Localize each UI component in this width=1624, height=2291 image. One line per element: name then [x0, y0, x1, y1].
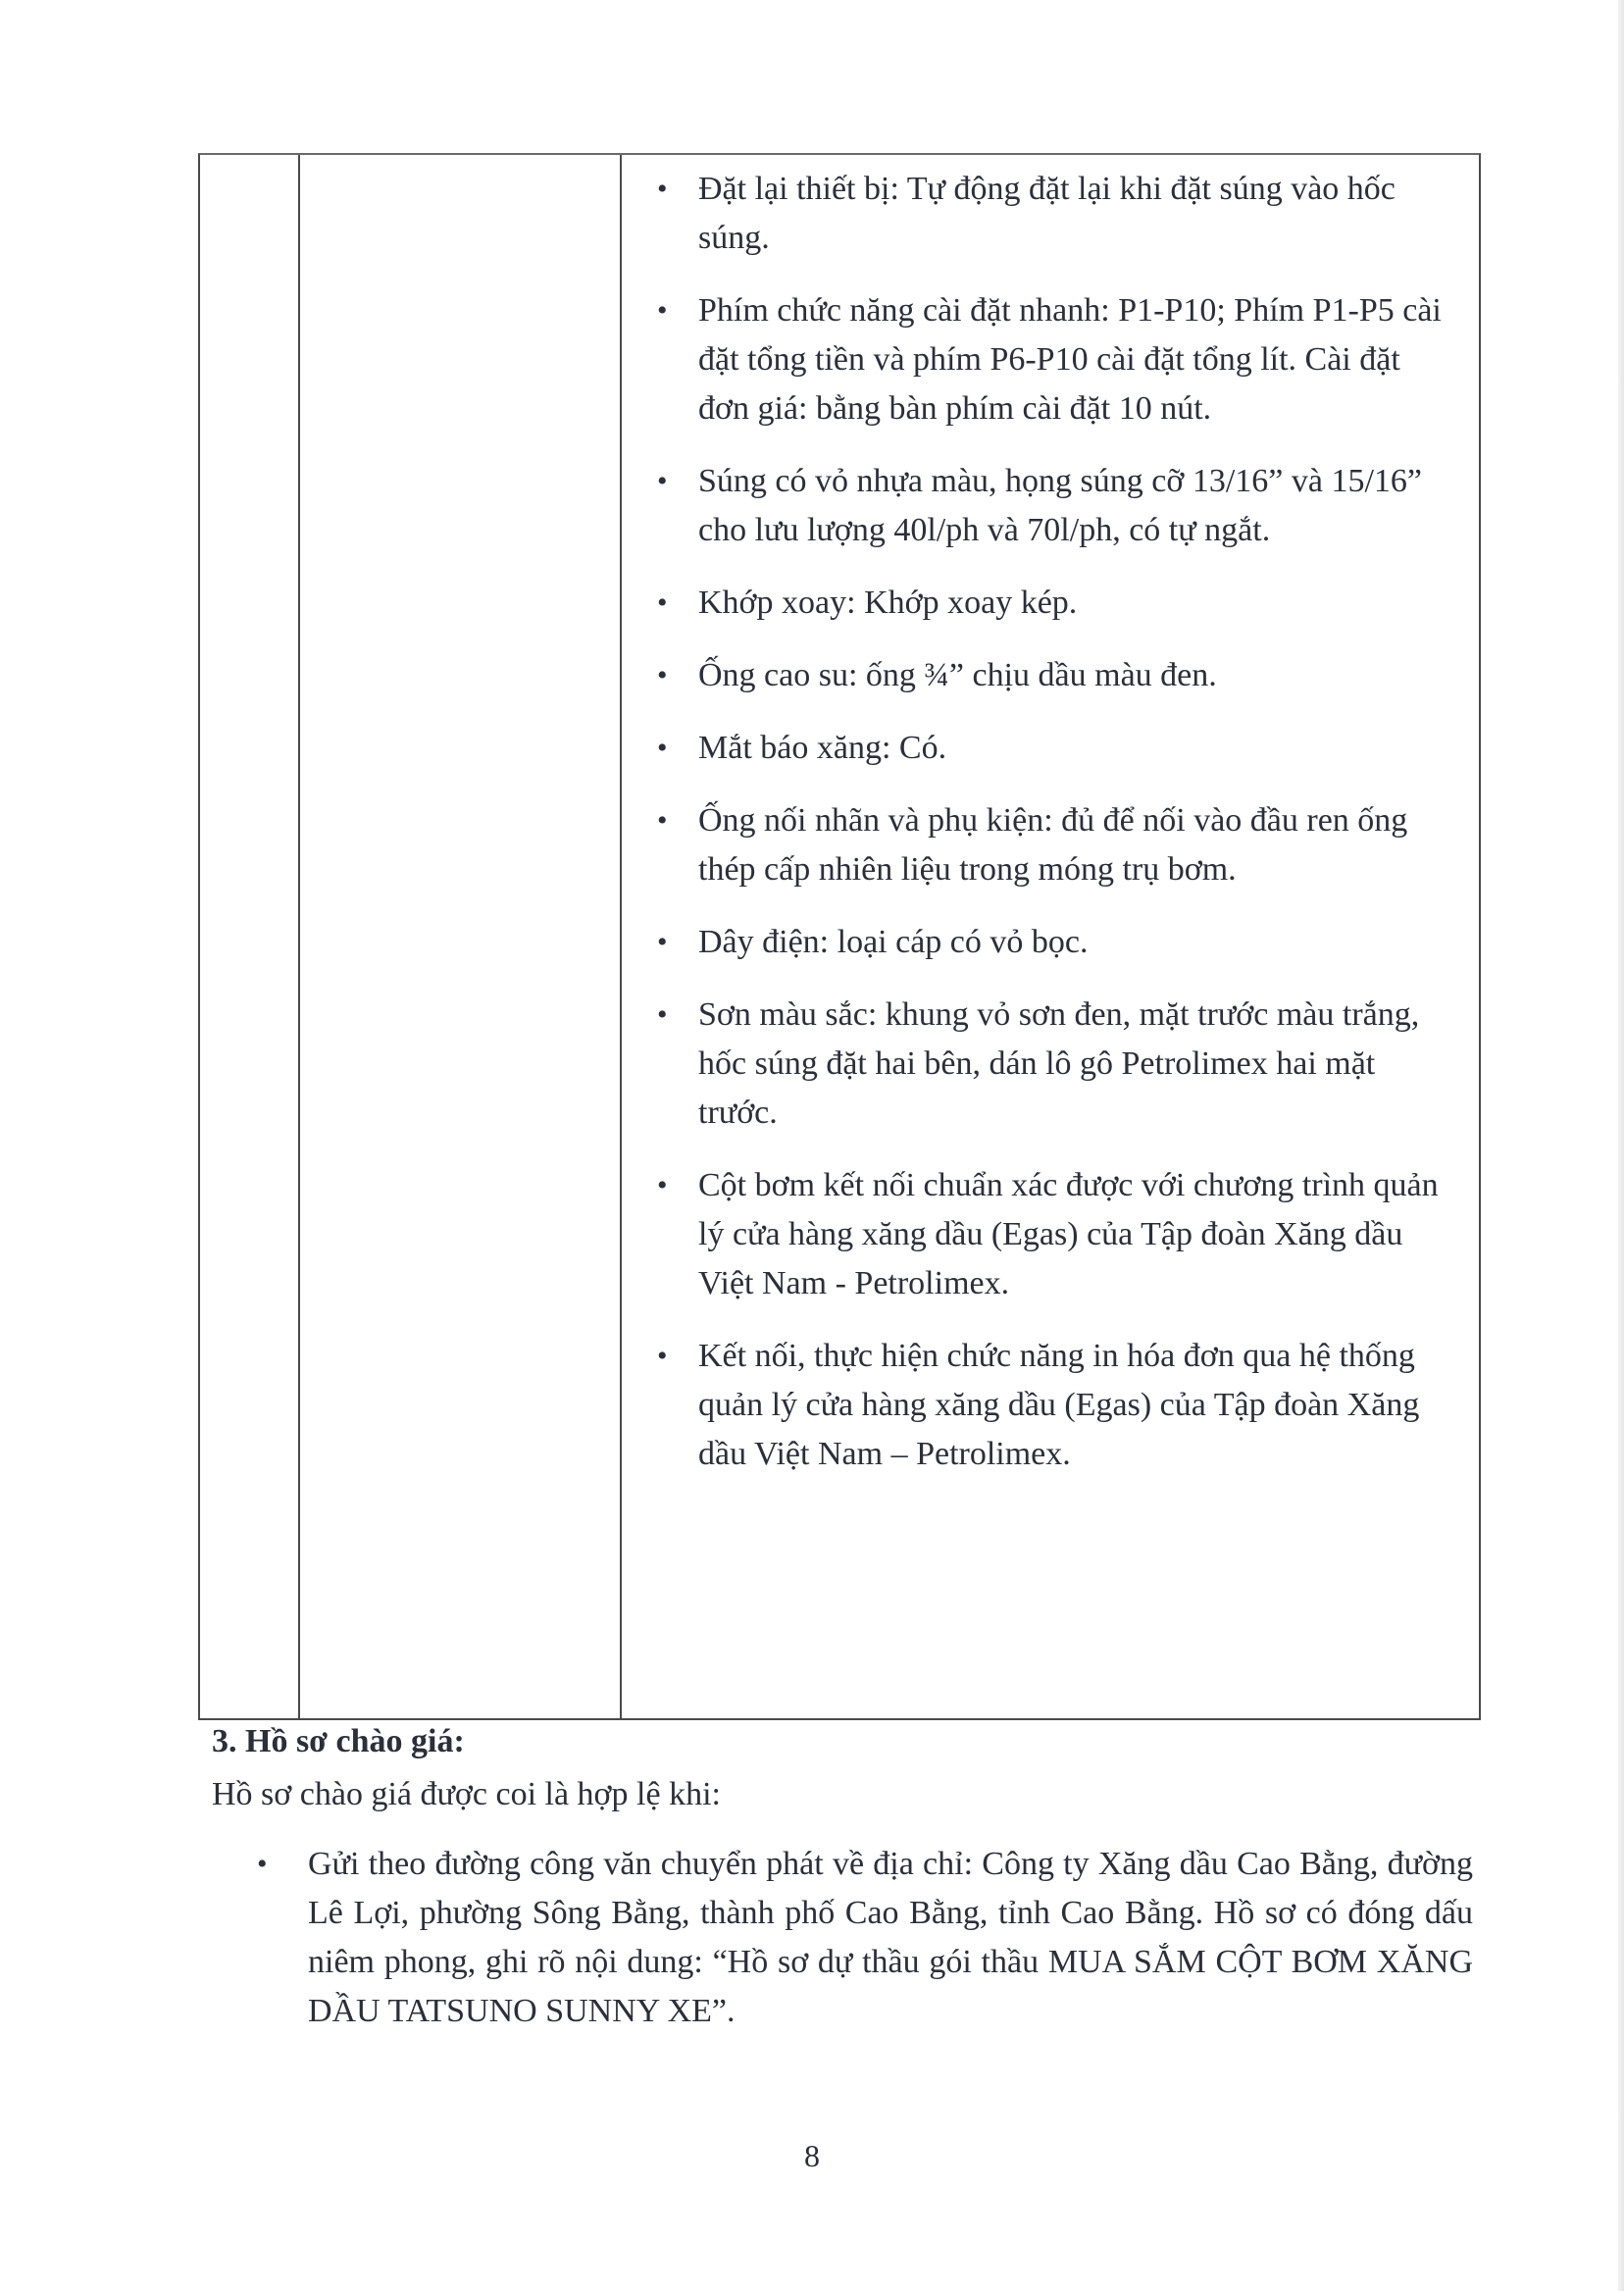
- bullet-icon: •: [657, 586, 668, 619]
- spec-text: Sơn màu sắc: khung vỏ sơn đen, mặt trước màu trắng, hốc súng đặt hai bên, dán lô gô Petrolimex hai mặt trước.: [698, 996, 1420, 1131]
- list-item: [651, 1332, 1455, 1479]
- requirement-text: Gửi theo đường công văn chuyển phát về địa chỉ: Công ty Xăng dầu Cao Bằng, đường Lê Lợi, phường Sông Bằng, thành phố Cao Bằng, tỉnh Cao Bằng. Hồ sơ có đóng dấu niêm phong, ghi rõ nội dung: “Hồ sơ dự thầu gói thầu MUA SẮM CỘT BƠM XĂNG DẦU TATSUNO SUNNY XE”.: [308, 1846, 1473, 2029]
- bullet-icon: •: [657, 1169, 668, 1201]
- spec-text: Dây điện: loại cáp có vỏ bọc.: [698, 924, 1089, 960]
- list-item: [651, 796, 1455, 894]
- bullet-icon: •: [657, 926, 668, 958]
- section-title: 3. Hồ sơ chào giá:: [212, 1723, 465, 1759]
- spec-text: Súng có vỏ nhựa màu, họng súng cỡ 13/16” và 15/16” cho lưu lượng 40l/ph và 70l/ph, có tự ngắt.: [698, 463, 1423, 548]
- bullet-icon: •: [657, 465, 668, 497]
- spec-text: Phím chức năng cài đặt nhanh: P1-P10; Phím P1-P5 cài đặt tổng tiền và phím P6-P10 cài đặt tổng lít. Cài đặt đơn giá: bằng bàn phím cài đặt 10 nút.: [698, 292, 1442, 427]
- bullet-icon: •: [657, 804, 668, 837]
- page-number: 8: [804, 2138, 820, 2173]
- list-item: [651, 1161, 1455, 1308]
- spec-text: Ống nối nhãn và phụ kiện: đủ để nối vào đầu ren ống thép cấp nhiên liệu trong móng trụ bơm.: [698, 802, 1408, 888]
- table-column-divider: [298, 155, 300, 1718]
- spec-text: Khớp xoay: Khớp xoay kép.: [698, 585, 1078, 621]
- bullet-icon: •: [657, 1340, 668, 1372]
- spec-list: [651, 165, 1455, 1502]
- spec-text: Cột bơm kết nối chuẩn xác được với chương trình quản lý cửa hàng xăng dầu (Egas) của Tập đoàn Xăng dầu Việt Nam - Petrolimex.: [698, 1167, 1439, 1301]
- spec-table: [198, 153, 1481, 1720]
- list-item: [651, 651, 1455, 700]
- scan-edge: [1618, 0, 1624, 2291]
- list-item: [651, 724, 1455, 773]
- spec-text: Ống cao su: ống ¾” chịu dầu màu đen.: [698, 657, 1217, 693]
- spec-text: Mắt báo xăng: Có.: [698, 730, 947, 766]
- list-item: [651, 165, 1455, 263]
- bullet-icon: •: [257, 1848, 268, 1880]
- bullet-icon: •: [657, 173, 668, 205]
- bullet-icon: •: [657, 998, 668, 1031]
- bullet-icon: •: [657, 659, 668, 691]
- spec-text: Đặt lại thiết bị: Tự động đặt lại khi đặt súng vào hốc súng.: [698, 171, 1396, 256]
- bullet-icon: •: [657, 732, 668, 764]
- list-item: [651, 579, 1455, 628]
- list-item: [651, 457, 1455, 555]
- requirements-list: [257, 1840, 1473, 2036]
- bullet-icon: •: [657, 294, 668, 327]
- spec-text: Kết nối, thực hiện chức năng in hóa đơn qua hệ thống quản lý cửa hàng xăng dầu (Egas) của Tập đoàn Xăng dầu Việt Nam – Petrolimex.: [698, 1338, 1420, 1472]
- table-column-divider: [620, 155, 622, 1718]
- section-intro: Hồ sơ chào giá được coi là hợp lệ khi:: [212, 1776, 721, 1812]
- list-item: [651, 918, 1455, 967]
- list-item: [257, 1840, 1473, 2036]
- list-item: [651, 286, 1455, 433]
- list-item: [651, 991, 1455, 1138]
